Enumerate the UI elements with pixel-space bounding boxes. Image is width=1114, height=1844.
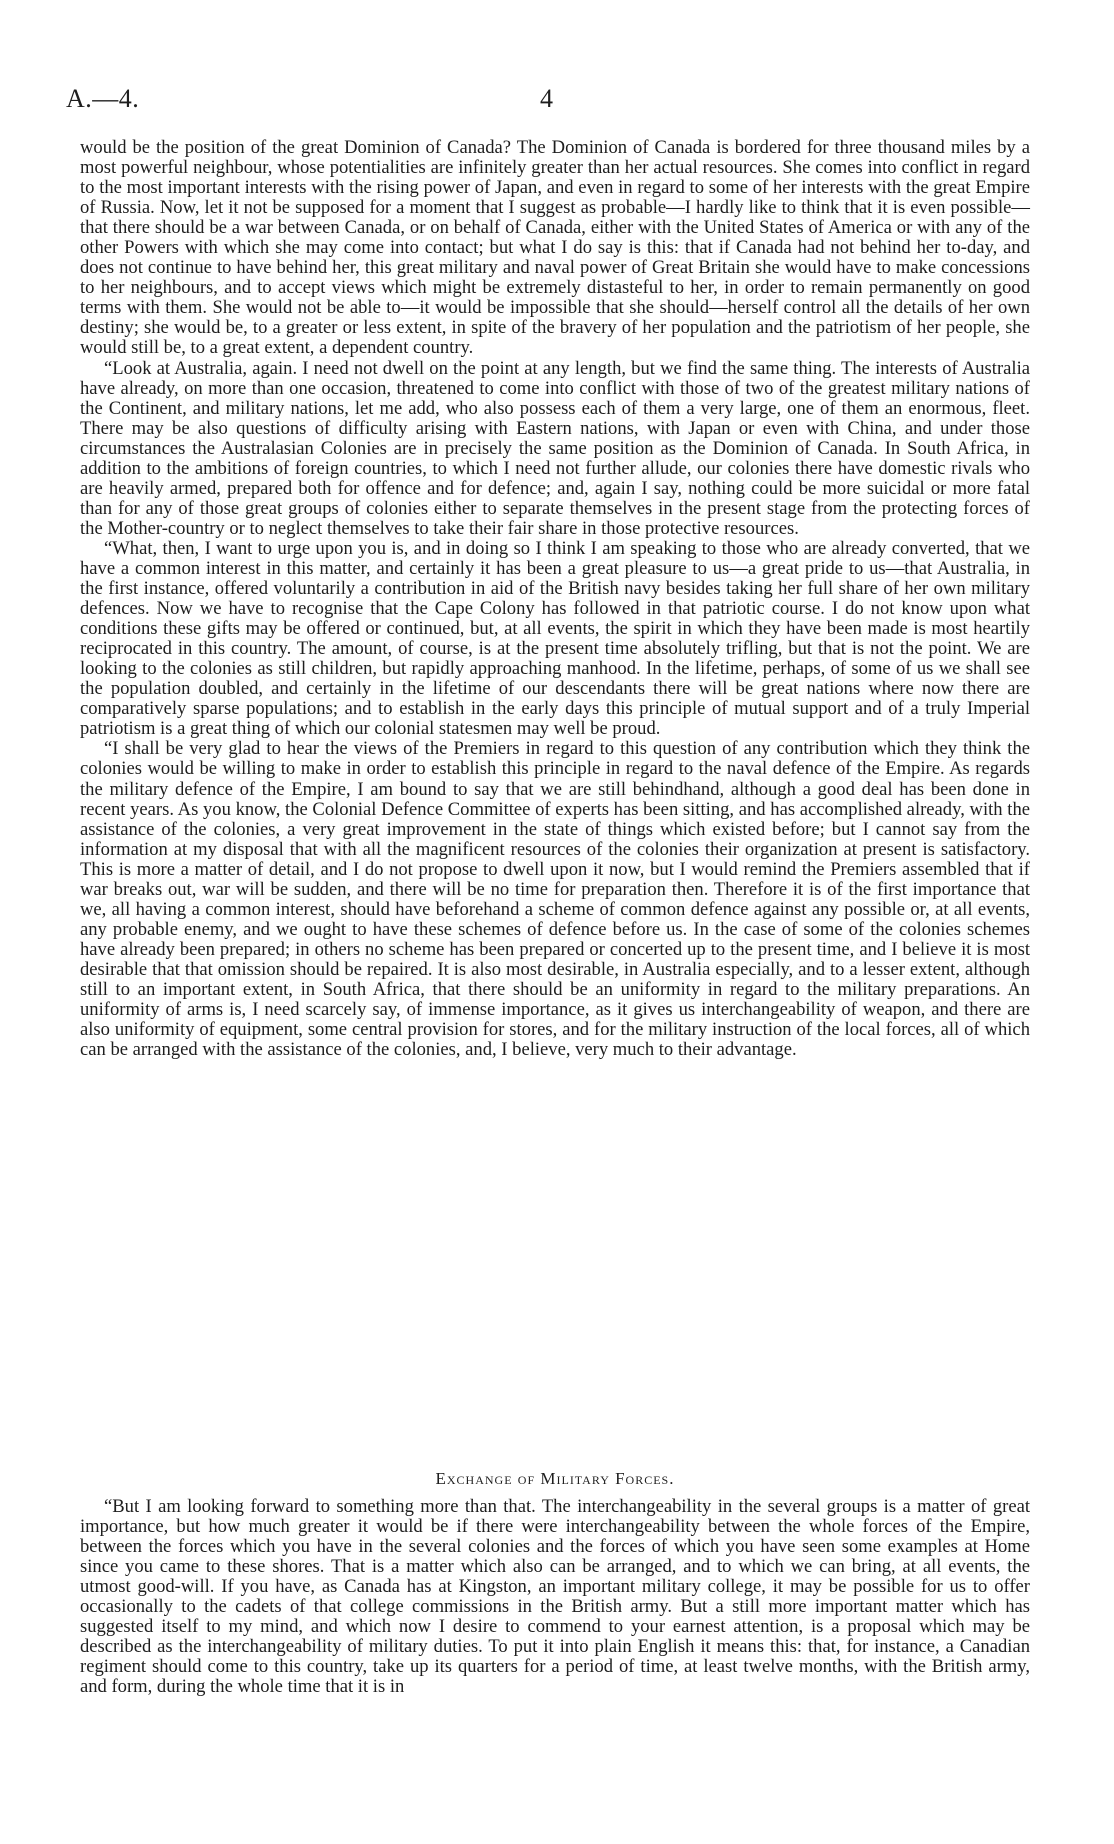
body-text <box>80 138 1030 1060</box>
paragraph-common-interest: “What, then, I want to urge upon you is, and in doing so I think I am speaking to those who are already converted, that we have a common interest in this matter, and certainly it has been a great pleasure to us—a great pride to us—that Australia, in the first instance, offered voluntarily a contribution in aid of the British navy besides taking her full share of her own military defences. Now we have to recognise that the Cape Colony has followed in that patriotic course. I do not know upon what conditions these gifts may be offered or continued, but, at all events, the spirit in which they have been made is most heartily reciprocated in this country. The amount, of course, is at the present time absolutely trifling, but that is not the point. We are looking to the colonies as still children, but rapidly approaching manhood. In the lifetime, perhaps, of some of us we shall see the population doubled, and certainly in the lifetime of our descendants there will be great nations where now there are comparatively sparse populations; and to establish in the early days this principle of mutual support and of a truly Imperial patriotism is a great thing of which our colonial statesmen may well be proud. <box>80 537 1030 740</box>
document-reference: A.—4. <box>66 84 140 113</box>
paragraph-canada: would be the position of the great Dominion of Canada? The Dominion of Canada is bordered for three thousand miles by a most powerful neighbour, whose potentialities are infinitely greater than her actual resources. She comes into conflict in regard to the most important interests with the rising power of Japan, and even in regard to some of her interests with the great Empire of Russia. Now, let it not be supposed for a moment that I suggest as probable—I hardly like to think that it is even possible—that there should be a war between Canada, or on behalf of Canada, either with the United States of America or with any of the other Powers with which she may come into contact; but what I do say is this: that if Canada had not behind her to-day, and does not continue to have behind her, this great military and naval power of Great Britain she would have to make concessions to her neighbours, and to accept views which might be extremely distasteful to her, in order to remain permanently on good terms with them. She would not be able to—it would be impossible that she should—herself control all the details of her own destiny; she would be, to a greater or less extent, in spite of the bravery of her population and the patriotism of her people, she would still be, to a great extent, a dependent country. <box>80 137 1030 359</box>
section-body <box>80 1497 1030 1697</box>
page-number: 4 <box>540 84 553 113</box>
section-heading: Exchange of Military Forces. <box>435 1469 675 1488</box>
paragraph-australia: “Look at Australia, again. I need not dwell on the point at any length, but we find the same thing. The interests of Australia have already, on more than one occasion, threatened to come into conflict with those of two of the greatest military nations of the Continent, and military nations, let me add, who also possess each of them a very large, one of them an enormous, fleet. There may be also questions of difficulty arising with Eastern nations, with Japan or even with China, and under those circumstances the Australasian Colonies are in precisely the same position as the Dominion of Canada. In South Africa, in addition to the ambitions of foreign countries, to which I need not further allude, our colonies there have domestic rivals who are heavily armed, prepared both for offence and for defence; and, again I say, nothing could be more suicidal or more fatal than for any of those great groups of colonies either to separate themselves in the present stage from the protecting forces of the Mother-country or to neglect themselves to take their fair share in those protective resources. <box>80 357 1030 539</box>
paragraph-military-defence: “I shall be very glad to hear the views of the Premiers in regard to this question of any contribution which they think the colonies would be willing to make in order to establish this principle in regard to the naval defence of the Empire. As regards the military defence of the Empire, I am bound to say that we are still behindhand, although a good deal has been done in recent years. As you know, the Colonial Defence Committee of experts has been sitting, and has accomplished already, with the assistance of the colonies, a very great improvement in the state of things which existed before; but I cannot say from the information at my disposal that with all the magnificent resources of the colonies their organization at present is satisfactory. This is more a matter of detail, and I do not propose to dwell upon it now, but I would remind the Premiers assembled that if war breaks out, war will be sudden, and there will be no time for preparation then. Therefore it is of the first importance that we, all having a common interest, should have beforehand a scheme of common defence against any possible or, at all events, any probable enemy, and we ought to have these schemes of defence before us. In the case of some of the colonies schemes have already been prepared; in others no scheme has been prepared or concerted up to the present time, and I believe it is most desirable that that omission should be repaired. It is also most desirable, in Australia especially, and to a lesser extent, although still to an important extent, in South Africa, that there should be an uniformity in regard to the military preparations. An uniformity of arms is, I need scarcely say, of immense importance, as it gives us interchangeability of weapon, and there are also uniformity of equipment, some central provision for stores, and for the military instruction of the local forces, all of which can be arranged with the assistance of the colonies, and, I believe, very much to their advantage. <box>80 738 1030 1061</box>
paragraph-exchange: “But I am looking forward to something more than that. The interchangeability in the several groups is a matter of great importance, but how much greater it would be if there were interchangeability between the whole forces of the Empire, between the forces which you have in the several colonies and the forces of which you have seen some examples at Home since you came to these shores. That is a matter which also can be arranged, and to which we can bring, at all events, the utmost good-will. If you have, as Canada has at Kingston, an important military college, it may be possible for us to offer occasionally to the cadets of that college commissions in the British army. But a still more important matter which has suggested itself to my mind, and which now I desire to commend to your earnest attention, is a proposal which may be described as the interchangeability of military duties. To put it into plain English it means this: that, for instance, a Canadian regiment should come to this country, take up its quarters for a period of time, at least twelve months, with the British army, and form, during the whole time that it is in <box>80 1496 1030 1698</box>
